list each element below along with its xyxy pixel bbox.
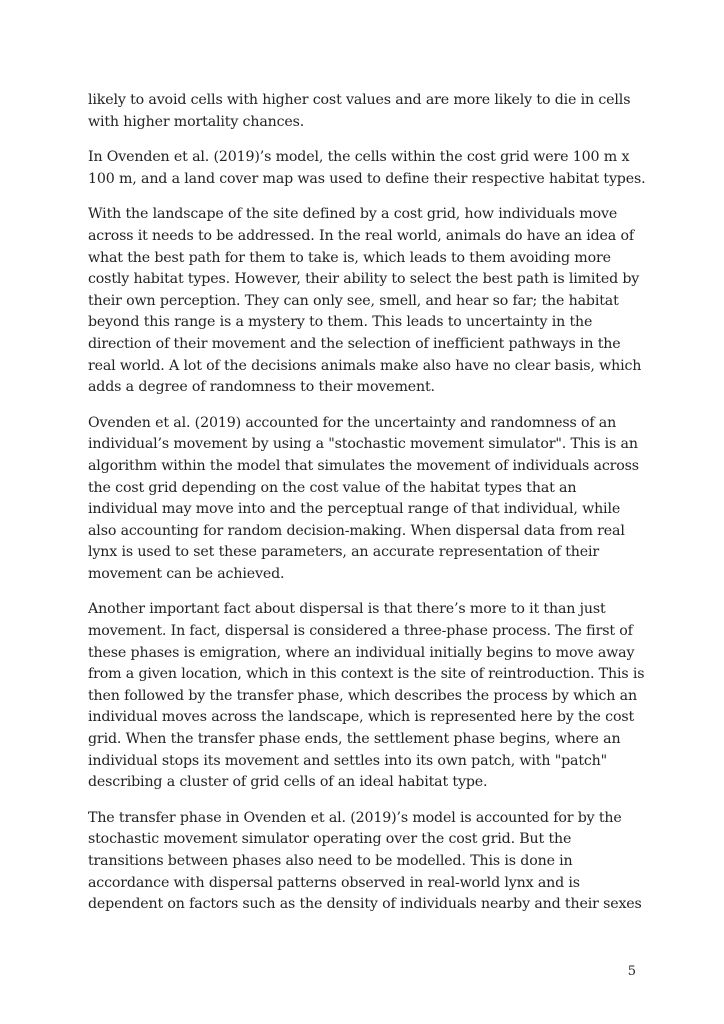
paragraph-1: likely to avoid cells with higher cost values and are more likely to die in cells with higher mortality chances. bbox=[88, 92, 631, 130]
paragraph-3: With the landscape of the site defined by a cost grid, how individuals move across it needs to be addressed. In the real world, animals do have an idea of what the best path for them to take is, which leads to them avoiding more costly habitat types. However, their ability to select the best path is limited by their own perception. They can only see, smell, and hear so far; the habitat beyond this range is a mystery to them. This leads to uncertainty in the direction of their movement and the selection of inefficient pathways in the real world. A lot of the decisions animals make also have no clear basis, which adds a degree of randomness to their movement. bbox=[88, 206, 642, 396]
paragraph-5: Another important fact about dispersal is that there’s more to it than just movement. In fact, dispersal is considered a three-phase process. The first of these phases is emigration, where an individual initially begins to move away from a given location, which in this context is the site of reintroduction. This is then followed by the transfer phase, which describes the process by which an individual moves across the landscape, which is represented here by the cost grid. When the transfer phase ends, the settlement phase begins, where an individual stops its movement and settles into its own patch, with "patch" describing a cluster of grid cells of an ideal habitat type. bbox=[88, 601, 645, 791]
paragraph-2: In Ovenden et al. (2019)’s model, the cells within the cost grid were 100 m x 100 m, and a land cover map was used to define their respective habitat types. bbox=[88, 149, 646, 187]
paragraph-4: Ovenden et al. (2019) accounted for the uncertainty and randomness of an individual’s movement by using a "stochastic movement simulator". This is an algorithm within the model that simulates the movement of individuals across the cost grid depending on the cost value of the habitat types that an individual may move into and the perceptual range of that individual, while also accounting for random decision-making. When dispersal data from real lynx is used to set these parameters, an accurate representation of their movement can be achieved. bbox=[88, 414, 639, 582]
page-number: 5 bbox=[627, 964, 636, 979]
paragraph-6: The transfer phase in Ovenden et al. (2019)’s model is accounted for by the stochastic movement simulator operating over the cost grid. But the transitions between phases also need to be modelled. This is done in accordance with dispersal patterns observed in real-world lynx and is dependent on factors such as the density of individuals nearby and their sexes bbox=[88, 809, 642, 913]
body-text bbox=[88, 90, 648, 930]
